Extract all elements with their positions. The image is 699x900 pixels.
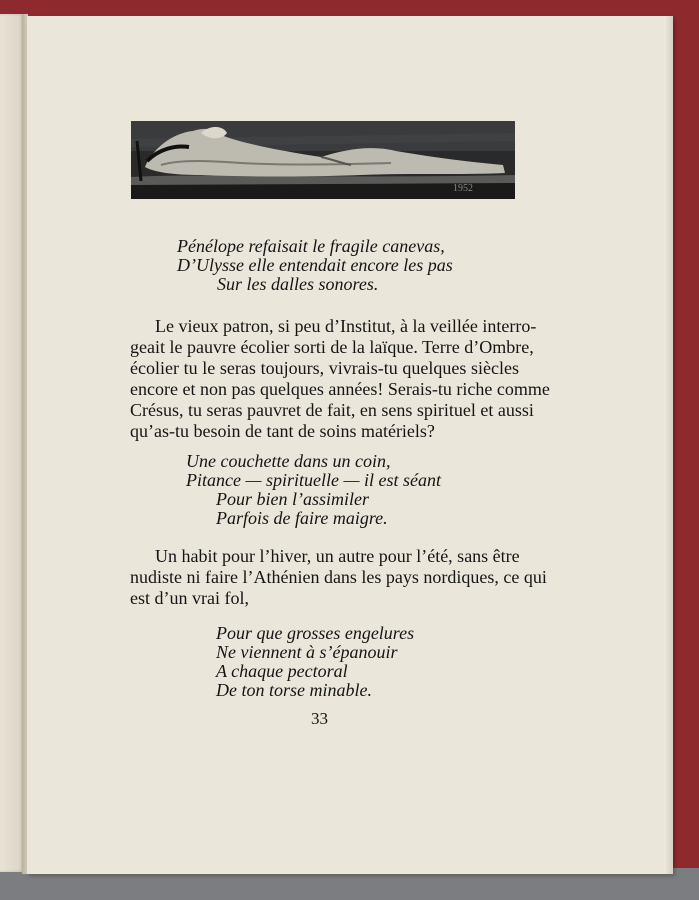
verse-line: D’Ulysse elle entendait encore les pas [177,255,453,275]
verse-line: Une couchette dans un coin, [186,451,391,471]
verse-line: Pour que grosses engelures [216,623,415,643]
verse-stanza [186,452,441,528]
verse-line: Pitance — spirituelle — il est séant [186,470,441,490]
reclining-figure-engraving [131,121,515,199]
verse-line: Ne viennent à s’épanouir [216,642,398,662]
paragraph [130,316,550,442]
verse-line: De ton torse minable. [216,680,372,700]
text-line: écolier tu le seras toujours, vivrais-tu quelques siècles [130,358,519,378]
verse-stanza [216,624,414,700]
book-page [27,16,673,874]
text-line: encore et non pas quelques années! Serais-tu riche comme [130,379,550,399]
text-line: est d’un vrai fol, [130,588,249,608]
text-line: Crésus, tu seras pauvret de fait, en sens spirituel et aussi [130,400,534,420]
verse-line: Pénélope refaisait le fragile canevas, [177,236,445,256]
text-line: qu’as-tu besoin de tant de soins matériels? [130,421,435,441]
verse-line: A chaque pectoral [216,661,348,681]
verse-line: Parfois de faire maigre. [216,508,388,528]
text-line: geait le pauvre écolier sorti de la laïque. Terre d’Ombre, [130,337,534,357]
page-number: 33 [311,709,328,728]
engraving-date: 1952 [453,183,473,194]
text-line: Un habit pour l’hiver, un autre pour l’été, sans être [155,546,520,566]
text-line: Le vieux patron, si peu d’Institut, à la veillée interro- [155,316,537,336]
verse-line: Sur les dalles sonores. [217,274,379,294]
facing-page-edge [0,14,24,872]
epigraph [177,237,453,294]
paragraph [130,546,547,609]
text-line: nudiste ni faire l’Athénien dans les pays nordiques, ce qui [130,567,547,587]
verse-line: Pour bien l’assimiler [216,489,369,509]
